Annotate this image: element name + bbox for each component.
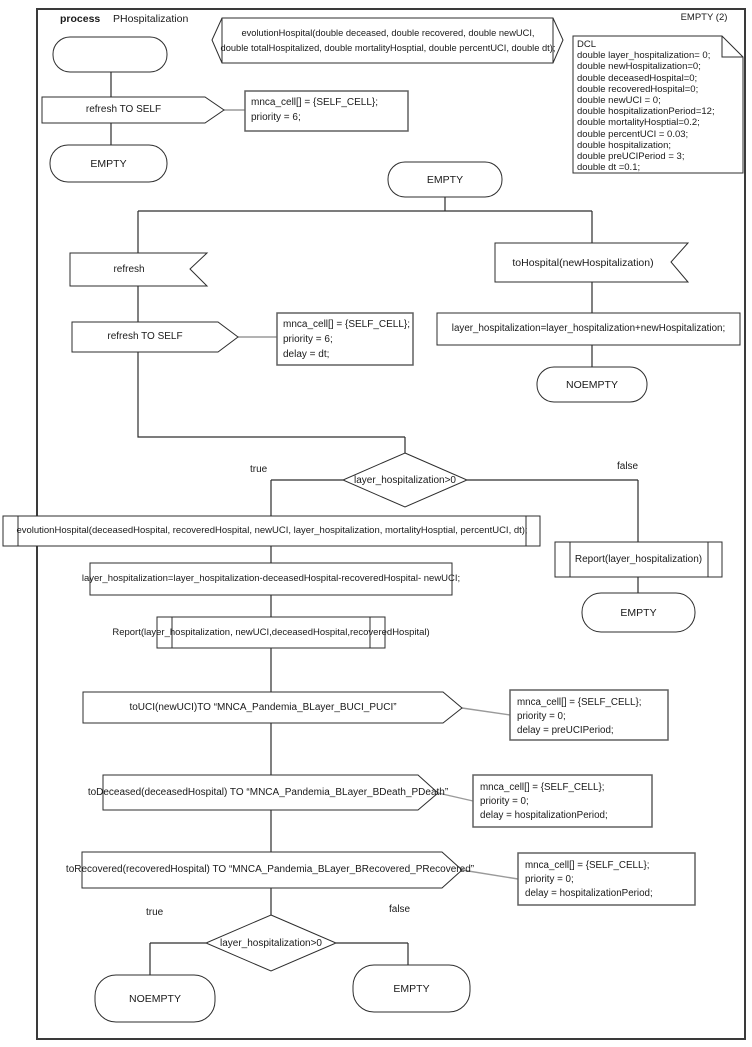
output-refresh-to-self-2-label: refresh TO SELF <box>107 331 183 342</box>
state-empty-1-label: EMPTY <box>90 157 127 170</box>
state-empty-mid-label: EMPTY <box>426 173 464 186</box>
note-mnca-2-text: mnca_cell[] = {SELF_CELL}; priority = 6; delay = dt; <box>283 319 411 360</box>
decision-top-false-label: false <box>617 461 639 472</box>
dcl-note-text: DCL double layer_hospitalization= 0; double newHospitalization=0; double deceasedHospital=0; double recoveredHospital=0; double newUCI = 0; double hospitalizationPeriod=12; double mortalityHosptial=0.2; double percentUCI = 0.03; double hospitalization; double preUCIPeriod = 3; double dt =0.1; <box>577 39 715 174</box>
input-refresh-label: refresh <box>113 263 145 275</box>
task-add-hospitalization-label: layer_hospitalization=layer_hospitalization+newHospitalization; <box>451 323 726 334</box>
input-tohospital-label: toHospital(newHospitalization) <box>512 256 654 269</box>
note-mnca-1-text: mnca_cell[] = {SELF_CELL}; priority = 6; <box>251 97 379 123</box>
decision-top-condition: layer_hospitalization>0 <box>353 474 456 486</box>
procedure-declaration-text: evolutionHospital(double deceased, double recovered, double newUCI, double totalHospitalized, double mortalityHosptial, double percentUCI, double dt); <box>220 28 556 53</box>
process-name: PHospitalization <box>113 13 189 25</box>
decision-bottom-false-label: false <box>389 904 411 915</box>
output-refresh-to-self-1-label: refresh TO SELF <box>85 104 162 115</box>
note-connectors <box>224 110 518 879</box>
call-report-1-label: Report(layer_hospitalization, newUCI,deceasedHospital,recoveredHospital) <box>112 626 430 638</box>
output-touci-label: toUCI(newUCI)TO “MNCA_Pandemia_BLayer_BUCI_PUCI” <box>129 701 397 713</box>
task-update-layer-label: layer_hospitalization=layer_hospitalization-deceasedHospital-recoveredHospital- newUCI; <box>81 573 461 584</box>
process-keyword: process <box>60 13 101 25</box>
decision-bottom-true-label: true <box>146 907 164 918</box>
call-evolution-label: evolutionHospital(deceasedHospital, recoveredHospital, newUCI, layer_hospitalization, mortalityHosptial, percentUCI, dt); <box>16 525 528 536</box>
note-mnca-5-text: mnca_cell[] = {SELF_CELL}; priority = 0; delay = hospitalizationPeriod; <box>525 860 653 899</box>
state-annotation: EMPTY (2) <box>680 12 728 23</box>
output-todeceased-label: toDeceased(deceasedHospital) TO “MNCA_Pandemia_BLayer_BDeath_PDeath” <box>87 786 449 798</box>
note-mnca-3-text: mnca_cell[] = {SELF_CELL}; priority = 0; delay = preUCIPeriod; <box>517 697 642 736</box>
decision-bottom-condition: layer_hospitalization>0 <box>219 937 322 949</box>
output-torecovered-label: toRecovered(recoveredHospital) TO “MNCA_Pandemia_BLayer_BRecovered_PRecovered” <box>65 864 475 875</box>
state-empty-bottom-label: EMPTY <box>393 982 430 995</box>
call-report-2-label: Report(layer_hospitalization) <box>574 553 703 565</box>
state-noempty-bottom-label: NOEMPTY <box>129 992 181 1005</box>
note-mnca-4-text: mnca_cell[] = {SELF_CELL}; priority = 0; delay = hospitalizationPeriod; <box>480 782 608 821</box>
start-state-shape <box>53 37 167 72</box>
state-empty-right-label: EMPTY <box>620 606 657 619</box>
decision-top-true-label: true <box>250 464 268 475</box>
state-noempty-mid-label: NOEMPTY <box>566 378 618 391</box>
